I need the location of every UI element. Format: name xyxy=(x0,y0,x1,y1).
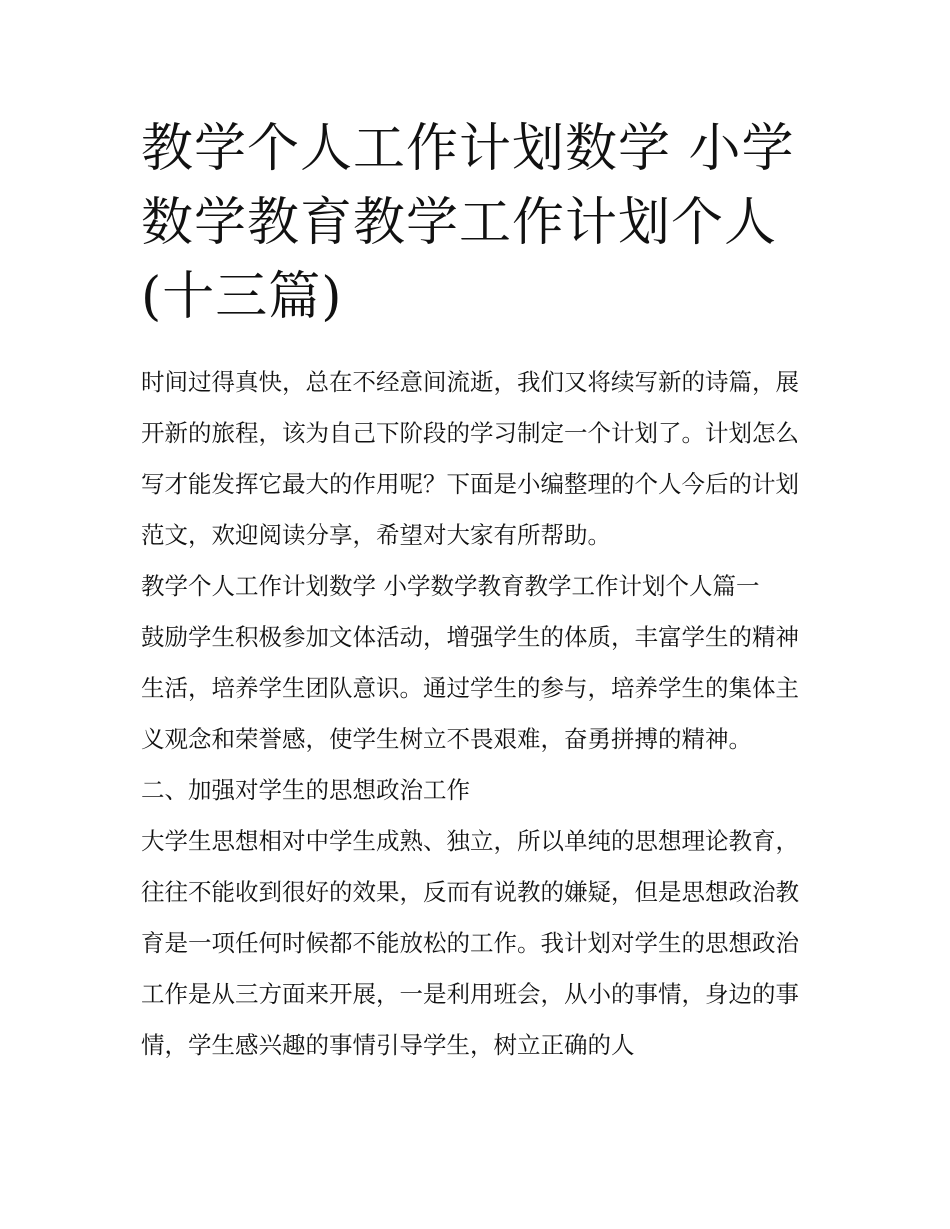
intro-paragraph: 时间过得真快，总在不经意间流逝，我们又将续写新的诗篇，展开新的旅程，该为自己下阶段的学习制定一个计划了。计划怎么写才能发挥它最大的作用呢？下面是小编整理的个人今后的计划范文，欢迎阅读分享，希望对大家有所帮助。 xyxy=(141,368,799,549)
body-paragraph: 鼓励学生积极参加文体活动，增强学生的体质，丰富学生的精神生活，培养学生团队意识。通过学生的参与，培养学生的集体主义观念和荣誉感，使学生树立不畏艰难，奋勇拼搏的精神。 xyxy=(141,623,799,753)
section-heading-one: 教学个人工作计划数学 小学数学教育教学工作计划个人篇一 xyxy=(141,572,760,600)
section-heading-two: 二、加强对学生的思想政治工作 xyxy=(141,776,470,804)
document-title: 教学个人工作计划数学 小学数学教育教学工作计划个人(十三篇) xyxy=(141,119,795,327)
body-paragraph: 大学生思想相对中学生成熟、独立，所以单纯的思想理论教育，往往不能收到很好的效果，反而有说教的嫌疑，但是思想政治教育是一项任何时候都不能放松的工作。我计划对学生的思想政治工作是从三方面来开展，一是利用班会，从小的事情，身边的事情，学生感兴趣的事情引导学生，树立正确的人 xyxy=(141,827,799,1059)
document-page xyxy=(141,112,813,1071)
